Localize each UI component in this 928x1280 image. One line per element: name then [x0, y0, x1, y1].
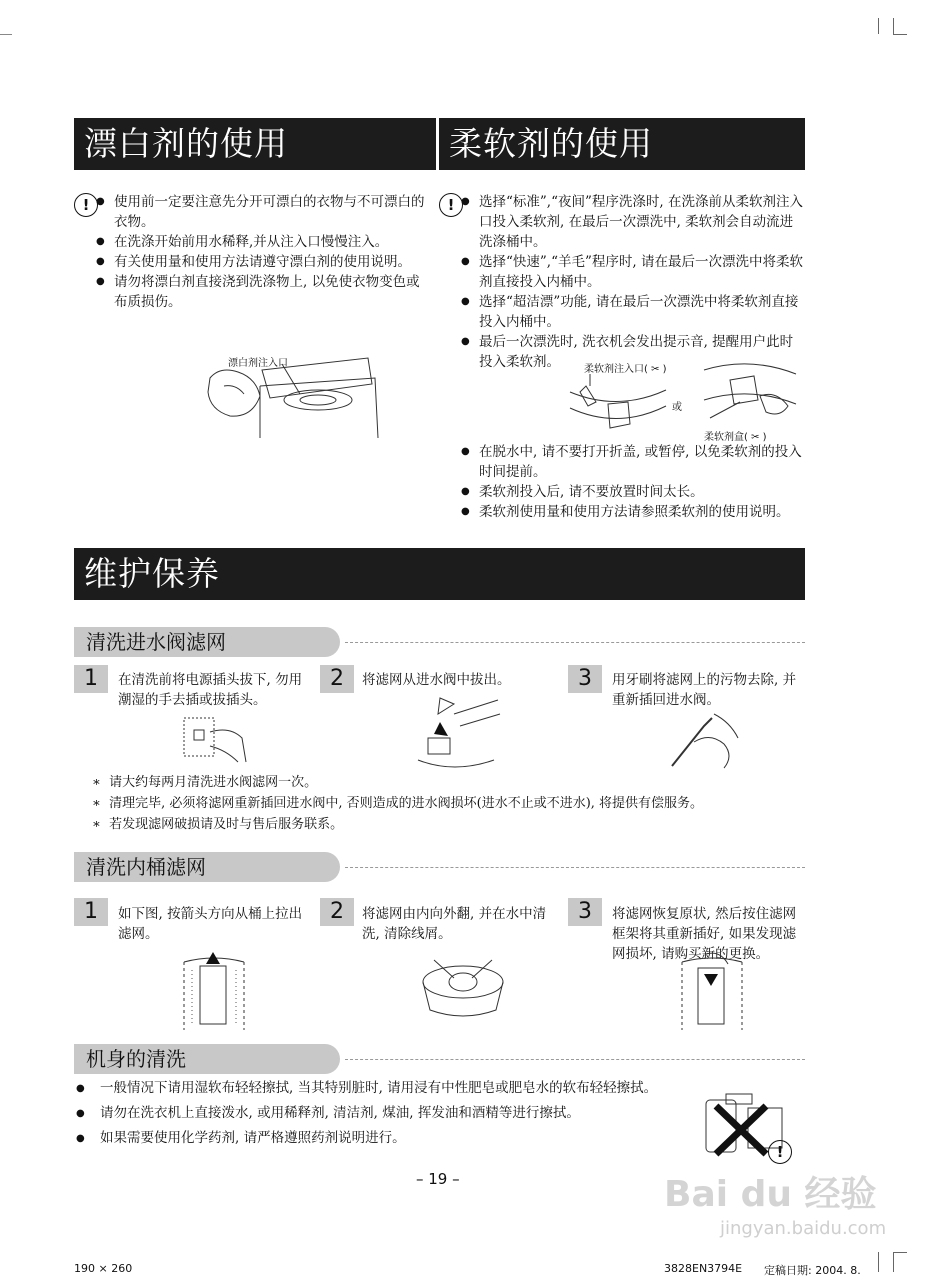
- bleach-inlet-illustration: [200, 348, 380, 440]
- pull-filter-illustration: [414, 694, 504, 778]
- wash-filter-illustration: [420, 956, 506, 1020]
- step-number: 3: [568, 665, 602, 693]
- warning-icon: !: [439, 193, 463, 217]
- note-text: 清理完毕, 必须将滤网重新插回进水阀中, 否则造成的进水阀损坏(进水不止或不进水), 将提供有偿服务。: [109, 796, 704, 811]
- divider: [345, 867, 805, 868]
- valve-filter-heading: 清洗进水阀滤网: [74, 627, 340, 657]
- softener-box-illustration: [700, 360, 800, 430]
- crop-mark: [893, 34, 907, 35]
- list-item: ● 如果需要使用化学药剂, 请严格遵照药剂说明进行。: [76, 1126, 716, 1151]
- note-mark: ∗: [92, 796, 101, 811]
- crop-mark: [893, 1252, 907, 1253]
- softener-inlet-illustration: [568, 372, 668, 442]
- note: [92, 773, 317, 793]
- step-text: 在清洗前将电源插头拔下, 勿用潮湿的手去插或拔插头。: [118, 672, 303, 708]
- step-text: 将滤网由内向外翻, 并在水中清洗, 清除线屑。: [362, 906, 547, 942]
- list-item: ● 柔软剂投入后, 请不要放置时间太长。: [461, 482, 805, 502]
- list-item: ● 最后一次漂洗时, 洗衣机会发出提示音, 提醒用户此时投入柔软剂。: [461, 332, 805, 372]
- reinsert-filter-illustration: [676, 950, 748, 1034]
- unplug-illustration: [180, 712, 250, 768]
- crop-mark: [878, 18, 879, 34]
- divider: [345, 642, 805, 643]
- footer-date: 定稿日期: 2004. 8.: [764, 1264, 861, 1277]
- list-item: ● 一般情况下请用湿软布轻轻擦拭, 当其特别脏时, 请用浸有中性肥皂或肥皂水的软布轻轻擦拭。: [76, 1076, 716, 1101]
- step-number: 3: [568, 898, 602, 926]
- note: [92, 815, 343, 835]
- footer-size: 190 × 260: [74, 1262, 133, 1275]
- crop-mark: [893, 1252, 894, 1272]
- note-mark: ∗: [92, 817, 101, 832]
- page-number: – 19 –: [416, 1170, 460, 1188]
- step-number: 1: [74, 665, 108, 693]
- body-cleaning-list: [76, 1076, 716, 1151]
- bleach-inlet-label: 漂白剂注入口: [228, 358, 288, 369]
- list-item: ● 请勿在洗衣机上直接泼水, 或用稀释剂, 清洁剂, 煤油, 挥发油和酒精等进行擦拭。: [76, 1101, 716, 1126]
- watermark-brand: Bai du 经验: [664, 1174, 877, 1215]
- crop-mark: [893, 18, 894, 34]
- softener-inlet-text: 柔软剂注入口(: [584, 364, 648, 375]
- step-text: 将滤网恢复原状, 然后按住滤网框架将其重新插好, 如果发现滤网损坏, 请购买新的更换。: [612, 906, 797, 962]
- note-mark: ∗: [92, 775, 101, 790]
- warning-icon: !: [768, 1140, 792, 1164]
- list-item: ● 选择“快速”,“羊毛”程序时, 请在最后一次漂洗中将柔软剂直接投入内桶中。: [461, 252, 805, 292]
- list-item: ● 有关使用量和使用方法请遵守漂白剂的使用说明。: [96, 252, 432, 272]
- list-item: ● 柔软剂使用量和使用方法请参照柔软剂的使用说明。: [461, 502, 805, 522]
- softener-list: [461, 192, 805, 372]
- divider: [345, 1059, 805, 1060]
- tub-filter-heading: 清洗内桶滤网: [74, 852, 340, 882]
- list-item: ● 在脱水中, 请不要打开折盖, 或暂停, 以免柔软剂的投入时间提前。: [461, 442, 805, 482]
- bleach-title: 漂白剂的使用: [74, 118, 436, 170]
- step-text: 如下图, 按箭头方向从桶上拉出滤网。: [118, 906, 303, 942]
- list-item: ● 选择“超洁漂”功能, 请在最后一次漂洗中将柔软剂直接投入内桶中。: [461, 292, 805, 332]
- softener-list-after: [461, 442, 805, 522]
- softener-inlet-label: 柔软剂注入口( ✂ ): [584, 364, 667, 375]
- footer-code: 3828EN3794E: [664, 1262, 743, 1275]
- list-item: ● 选择“标准”,“夜间”程序洗涤时, 在洗涤前从柔软剂注入口投入柔软剂, 在最后一次漂洗中, 柔软剂会自动流进洗涤桶中。: [461, 192, 805, 252]
- pull-tub-filter-illustration: [178, 950, 250, 1034]
- list-item: ● 使用前一定要注意先分开可漂白的衣物与不可漂白的衣物。: [96, 192, 432, 232]
- crop-mark: [0, 34, 12, 35]
- brush-filter-illustration: [664, 712, 744, 772]
- warning-icon: !: [74, 193, 98, 217]
- step-text: 将滤网从进水阀中拔出。: [362, 672, 511, 688]
- maintenance-title: 维护保养: [74, 548, 805, 600]
- crop-mark: [878, 1252, 879, 1272]
- step-text: 用牙刷将滤网上的污物去除, 并重新插回进水阀。: [612, 672, 797, 708]
- note-text: 若发现滤网破损请及时与售后服务联系。: [109, 817, 344, 832]
- step-number: 1: [74, 898, 108, 926]
- softener-title: 柔软剂的使用: [439, 118, 805, 170]
- step-number: 2: [320, 665, 354, 693]
- note: [92, 794, 703, 814]
- list-item: ● 在洗涤开始前用水稀释,并从注入口慢慢注入。: [96, 232, 432, 252]
- watermark-url: jingyan.baidu.com: [720, 1218, 887, 1239]
- softener-box-label: 柔软剂盒( ✂ ): [704, 432, 767, 443]
- body-cleaning-heading: 机身的清洗: [74, 1044, 340, 1074]
- step-number: 2: [320, 898, 354, 926]
- bleach-list: [96, 192, 432, 312]
- note-text: 请大约每两月清洗进水阀滤网一次。: [109, 775, 318, 790]
- list-item: ● 请勿将漂白剂直接浇到洗涤物上, 以免使衣物变色或布质损伤。: [96, 272, 432, 312]
- or-label: 或: [672, 402, 682, 413]
- softener-box-text: 柔软剂盒(: [704, 432, 748, 443]
